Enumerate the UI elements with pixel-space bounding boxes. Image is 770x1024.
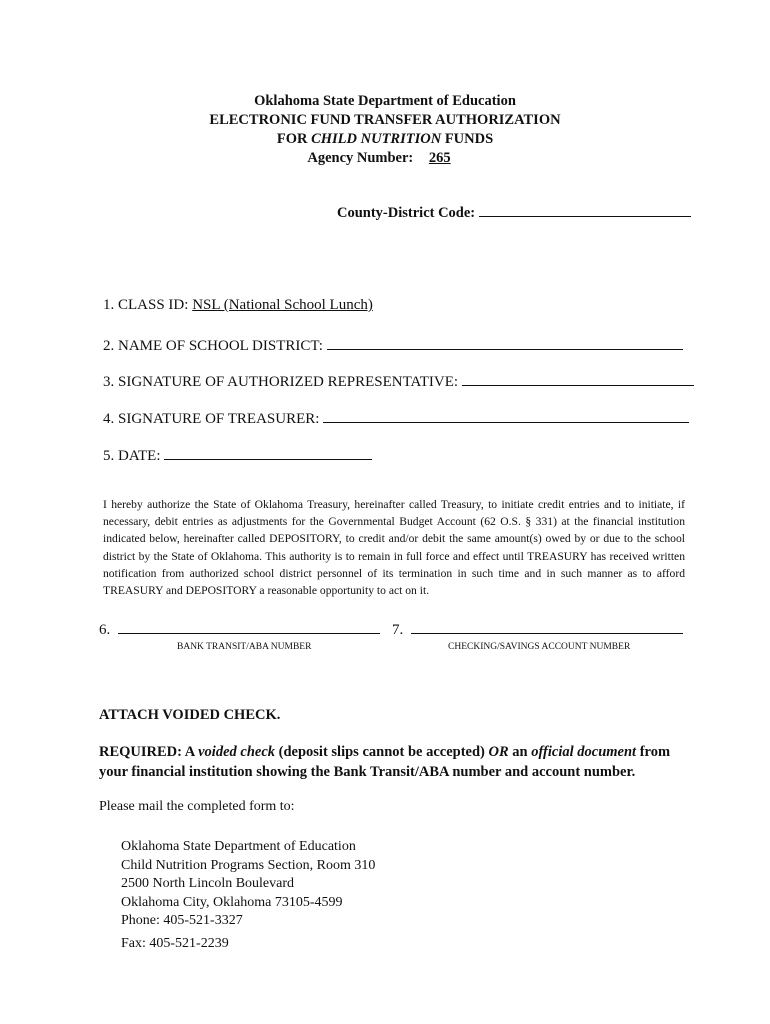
mail-instruction: Please mail the completed form to: [99, 799, 295, 814]
account-number-line [392, 621, 683, 639]
agency-number-line [0, 149, 770, 168]
agency-number-label: Agency Number: [307, 150, 414, 166]
department-name: Oklahoma State Department of Education [254, 93, 516, 109]
treasurer-signature-line [103, 410, 689, 428]
form-title: ELECTRONIC FUND TRANSFER AUTHORIZATION [209, 112, 561, 128]
class-id-label: 1. CLASS ID: [103, 297, 189, 313]
required-notice [99, 742, 699, 782]
authorization-paragraph: I hereby authorize the State of Oklahoma Treasury, hereinafter called Treasury, to initiate credit entries and to initiate, if necessary, debit entries as adjustments for the Governmental Budget Account (62 O.S. § 331) at the financial institution indicated below, hereinafter called DEPOSITORY, to credit and/or debit the same amount(s) owed by or due to the school district by the State of Oklahoma. This authority is to remain in full force and effect until TREASURY has received written notification from authorized school district personnel of its termination in such time and in such manner as to afford TREASURY and DEPOSITORY a reasonable opportunity to act on it. [103, 498, 685, 598]
treasurer-signature-field[interactable] [323, 410, 689, 423]
mailing-address [121, 838, 375, 953]
county-district-field[interactable] [479, 204, 691, 217]
funds-italic: CHILD NUTRITION [311, 131, 442, 147]
date-label: 5. DATE: [103, 448, 161, 464]
date-field[interactable] [164, 447, 372, 460]
bank-transit-number: 6. [99, 622, 111, 638]
bank-transit-label: BANK TRANSIT/ABA NUMBER [177, 642, 312, 652]
funds-prefix: FOR [276, 131, 312, 147]
treasurer-signature-label: 4. SIGNATURE OF TREASURER: [103, 411, 320, 427]
address-fax: Fax: 405-521-2239 [121, 935, 229, 951]
address-line-4: Oklahoma City, Oklahoma 73105-4599 [121, 894, 343, 910]
required-line-1 [99, 742, 699, 762]
class-id-line [103, 297, 373, 314]
required-text-a: A [181, 744, 199, 760]
official-document-text: official document [531, 744, 637, 760]
address-phone: Phone: 405-521-3327 [121, 913, 243, 928]
required-or: OR [488, 744, 509, 760]
authorized-signature-label: 3. SIGNATURE OF AUTHORIZED REPRESENTATIVE: [103, 374, 459, 390]
address-line-3: 2500 North Lincoln Boulevard [121, 876, 295, 891]
voided-check-text: voided check [198, 744, 276, 760]
district-name-label: 2. NAME OF SCHOOL DISTRICT: [103, 338, 323, 354]
date-line [103, 447, 372, 465]
required-text-an: an [508, 744, 532, 760]
form-header [0, 92, 770, 168]
attach-voided-check: ATTACH VOIDED CHECK. [99, 707, 281, 723]
authorized-signature-line [103, 373, 694, 391]
account-number-field[interactable] [411, 621, 683, 634]
bank-transit-line [99, 621, 380, 639]
address-line-2: Child Nutrition Programs Section, Room 310 [121, 857, 376, 873]
district-name-line [103, 337, 683, 355]
authorized-signature-field[interactable] [462, 373, 694, 386]
required-label: REQUIRED: [99, 744, 182, 760]
required-line-2: your financial institution showing the Bank Transit/ABA number and account number. [99, 764, 636, 780]
county-district-label: County-District Code: [337, 205, 476, 221]
address-line-1: Oklahoma State Department of Education [121, 839, 356, 854]
funds-suffix: FUNDS [441, 131, 494, 147]
funds-line [0, 130, 770, 149]
account-number-number: 7. [392, 622, 404, 638]
county-district-line [337, 204, 691, 222]
required-text-mid: (deposit slips cannot be accepted) [275, 744, 489, 760]
required-text-from: from [636, 744, 671, 760]
agency-number-value: 265 [428, 150, 451, 166]
class-id-value: NSL (National School Lunch) [192, 297, 373, 313]
district-name-field[interactable] [327, 337, 683, 350]
bank-transit-field[interactable] [118, 621, 380, 634]
account-number-label: CHECKING/SAVINGS ACCOUNT NUMBER [448, 642, 631, 652]
